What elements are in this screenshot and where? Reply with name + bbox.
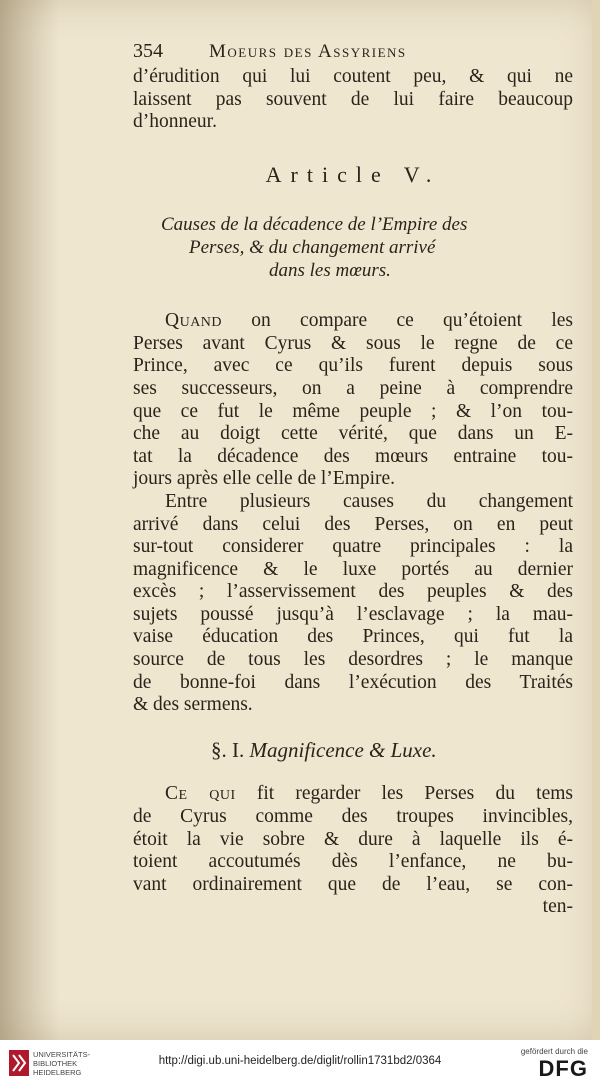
text-line: d’honneur. — [133, 111, 217, 133]
section-heading — [211, 739, 573, 762]
article-subtitle-line: dans les mœurs. — [269, 259, 391, 281]
text-line: Perses avant Cyrus & sous le regne de ce — [133, 332, 573, 354]
line-rest: fit regarder les Perses du tems — [235, 783, 573, 805]
text-line: Entre plusieurs causes du changement — [165, 490, 573, 512]
lead-words: Ce qui — [165, 783, 236, 805]
text-line: toient accoutumés dès l’enfance, ne bu- — [133, 851, 573, 873]
permalink-url[interactable]: http://digi.ub.uni-heidelberg.de/diglit/rollin1731bd2/0364 — [158, 1055, 442, 1067]
running-header — [133, 40, 573, 66]
text-line: ses successeurs, on a peine à comprendre — [133, 377, 573, 399]
text-line: sujets poussé jusqu’à l’esclavage ; la mau- — [133, 603, 573, 625]
article-heading: Article V. — [265, 161, 441, 187]
page-text — [133, 40, 573, 919]
text-line — [133, 310, 573, 333]
book-spine-shadow — [0, 0, 60, 1040]
section-number: §. I. — [211, 737, 245, 762]
section-title: Magnificence & Luxe. — [249, 737, 437, 762]
library-name-line: UNIVERSITÄTS- — [33, 1050, 91, 1059]
text-line: magnificence & le luxe portés au dernier — [133, 558, 573, 580]
dfg-logo: DFG — [538, 1056, 588, 1081]
text-line: excès ; l’asservissement des peuples & des — [133, 581, 573, 603]
text-line: jours après elle celle de l’Empire. — [133, 468, 396, 490]
lead-words: Quand — [165, 310, 223, 332]
text-line: che au doigt cette vérité, que dans un E- — [133, 423, 573, 445]
funding-caption: gefördert durch die — [520, 1047, 588, 1056]
text-line: vant ordinairement que de l’eau, se con- — [133, 873, 573, 895]
page-number: 354 — [133, 40, 163, 62]
library-name-line: BIBLIOTHEK — [33, 1059, 78, 1068]
text-line: d’érudition qui lui coutent peu, & qui ne — [133, 66, 573, 87]
text-line — [133, 783, 573, 806]
text-line: laissent pas souvent de lui faire beaucoup — [133, 88, 573, 110]
text-line: étoit la vie sobre & dure à laquelle ils é- — [133, 828, 573, 850]
text-line: arrivé dans celui des Perses, on en peut — [133, 513, 573, 535]
article-subtitle-line: Perses, & du changement arrivé — [189, 236, 436, 258]
text-line: tat la décadence des mœurs entraine tou- — [133, 445, 573, 467]
text-line: vaise éducation des Princes, qui fut la — [133, 626, 573, 648]
running-title: Moeurs des Assyriens — [209, 41, 407, 62]
article-subtitle-line: Causes de la décadence de l’Empire des — [161, 214, 468, 236]
text-line: de bonne-foi dans l’exécution des Traités — [133, 671, 573, 693]
text-line: & des sermens. — [133, 694, 253, 716]
catchword: ten- — [542, 896, 573, 918]
text-line: de Cyrus comme des troupes invincibles, — [133, 806, 573, 828]
line-rest: on compare ce qu’étoient les — [222, 310, 573, 332]
text-line: Prince, avec ce qu’ils furent depuis sous — [133, 355, 573, 377]
library-name-line: HEIDELBERG — [33, 1068, 82, 1077]
text-line: que ce fut le même peuple ; & l’on tou- — [133, 400, 573, 422]
viewer-footer — [0, 1040, 600, 1086]
text-line: sur-tout considerer quatre principales : la — [133, 536, 573, 558]
page-edge — [592, 0, 600, 1040]
text-line: source de tous les desordres ; le manque — [133, 649, 573, 671]
